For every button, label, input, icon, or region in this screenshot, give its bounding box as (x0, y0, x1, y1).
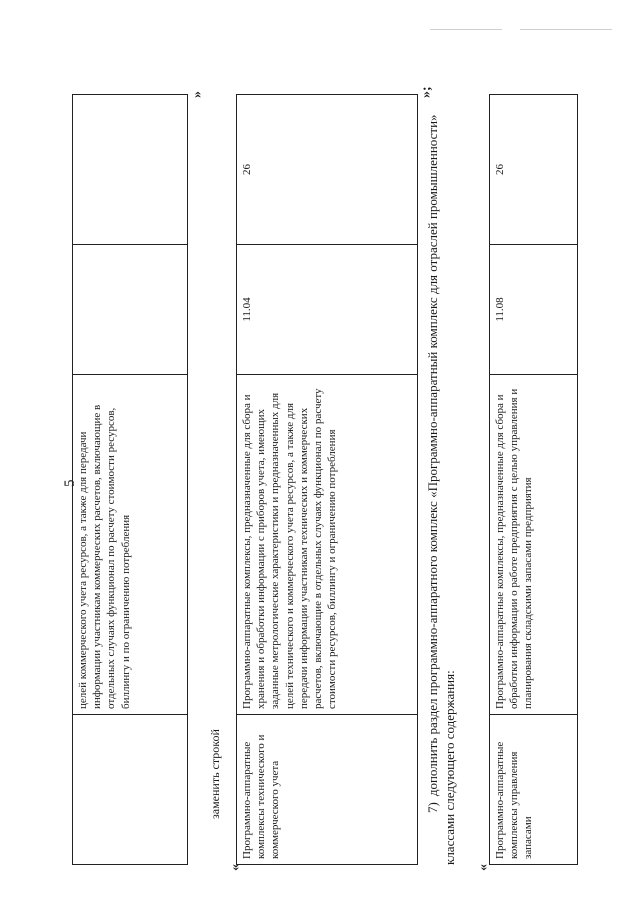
table3-cell-1: Программно-аппаратные комплексы управления запасами (490, 715, 578, 865)
table-continuation (72, 94, 188, 865)
item7-text: дополнить раздел программно-аппаратного комплекс «Программно-аппаратный комплекс для отраслей промышленности» классами следующего содержания: (425, 114, 457, 865)
replace-label: заменить строкой (208, 729, 222, 819)
table-row (490, 95, 578, 865)
table1-cell-1 (73, 715, 188, 865)
open-quote-1: « (228, 864, 243, 871)
item7-number: 7) (425, 802, 440, 813)
table-new-class (489, 94, 578, 865)
close-quote-1: » (190, 91, 205, 98)
table2-cell-4: 26 (237, 95, 418, 245)
table1-cell-3 (73, 245, 188, 375)
table2-cell-1: Программно-аппаратные комплексы технического и коммерческого учета (237, 715, 418, 865)
table2-cell-3: 11.04 (237, 245, 418, 375)
table1-cell-2: целей коммерческого учета ресурсов, а также для передачи информации участникам коммерческих расчетов, включающие в отдельных случаях функционал по расчету стоимости ресурсов, биллингу и по ограничению потребления (73, 375, 188, 715)
item7-paragraph (424, 95, 458, 865)
page-number: 5 (62, 479, 78, 487)
table3-cell-2: Программно-аппаратные комплексы, предназначенные для сбора и обработки информации о работе предприятия с целью управления и планирования складскими запасами предприятия (490, 375, 578, 715)
table3-cell-4: 26 (490, 95, 578, 245)
open-quote-2: « (476, 864, 491, 871)
table3-cell-3: 11.08 (490, 245, 578, 375)
table2-cell-2: Программно-аппаратные комплексы, предназначенные для сбора и хранения и обработки информации с приборов учета, имеющих заданные метрологические характеристики и предназначенных для целей технического и коммерческого учета ресурсов, а также для передачи информации участникам технических и коммерческих расчетов, включающие в отдельных случаях функционал по расчету стоимости ресурсов, биллингу и ограничению потребления (237, 375, 418, 715)
close-quote-semicolon: »; (419, 86, 434, 98)
table-replacement-row (236, 94, 418, 865)
table-row (73, 95, 188, 865)
table1-cell-4 (73, 95, 188, 245)
table-row (237, 95, 418, 865)
